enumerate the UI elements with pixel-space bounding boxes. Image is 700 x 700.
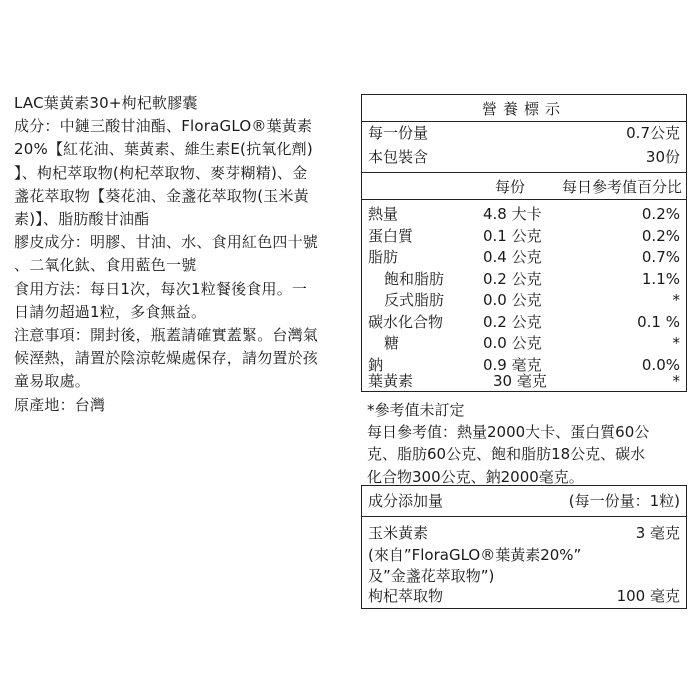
ingredients-line: 盞花萃取物【葵花油、金盞花萃取物(玉米黃 [14,186,309,205]
supplement-item-source: 及”金盞花萃取物”) [368,567,495,585]
product-description [14,92,350,417]
nutrient-amount: 4.8 大卡 [483,205,542,223]
nutrient-daily-value: 0.2% [641,205,680,223]
daily-value-header: 每日參考值百分比 [561,178,682,196]
nutrient-daily-value: 0.1 % [637,312,680,331]
nutrient-name: 熱量 [368,205,399,223]
product-name: LAC葉黃素30+枸杞軟膠囊 [14,94,198,112]
nutrient-name: 蛋白質 [368,226,414,245]
nutrient-amount: 0.2 公克 [483,312,542,331]
servings-label: 本包裝含 [368,148,429,166]
nutrient-daily-value: 0.7% [641,248,680,266]
reference-line: 每日參考值：熱量2000大卡、蛋白質60公 [367,423,650,441]
nutrient-name: 碳水化合物 [368,312,444,331]
reference-line: 化合物300公克、鈉2000毫克。 [367,467,584,486]
supplement-item-source: (來自”FloraGLO®葉黃素20%” [368,546,582,564]
nutrient-daily-value: * [672,372,680,390]
not-established-note: *參考值未訂定 [367,401,465,419]
supplement-item-name: 玉米黃素 [368,524,429,542]
origin-line: 原產地：台灣 [14,395,106,414]
nutrient-name: 鈉 [368,355,384,374]
nutrition-title: 營養標示 [481,100,566,118]
supplement-header-serving: (每一份量：1粒) [568,492,680,510]
nutrient-amount: 0.4 公克 [483,248,542,266]
ingredients-line: 成分：中鏈三酸甘油酯、FloraGLO®葉黃素 [14,117,313,136]
nutrient-amount: 0.0 公克 [483,291,542,309]
nutrient-name: 糖 [384,334,400,352]
caution-line: 候溼熱，請置於陰涼乾燥處保存，請勿置於孩 [14,349,319,368]
nutrient-daily-value: * [672,334,680,352]
supplement-facts-table [361,485,687,609]
nutrient-amount: 0.1 公克 [483,226,542,245]
nutrient-amount: 0.0 公克 [483,334,542,352]
nutrient-amount: 0.2 公克 [483,269,542,288]
nutrient-name: 脂肪 [368,248,399,266]
nutrient-amount: 0.9 毫克 [483,355,542,374]
usage-line: 日請勿超過1粒，多食無益。 [14,302,207,321]
caution-line: 童易取處。 [14,372,91,391]
reference-line: 克、脂肪60公克、飽和脂肪18公克、碳水 [367,445,646,464]
caution-line: 注意事項：開封後，瓶蓋請確實蓋緊。台灣氣 [14,326,319,345]
serving-size-label: 每一份量 [368,124,429,142]
nutrient-name: 葉黃素 [368,372,414,390]
capsule-shell-line: 、二氧化鈦、食用藍色一號 [14,256,197,275]
nutrient-name: 反式脂肪 [384,291,445,309]
ingredients-line: 20%【紅花油、葉黃素、維生素E(抗氧化劑) [14,140,313,159]
per-serving-header: 每份 [495,178,526,196]
ingredients-line: 素)】、脂肪酸甘油酯 [14,210,150,229]
nutrient-daily-value: 0.0% [641,355,680,374]
supplement-item-amount: 100 毫克 [616,587,680,605]
supplement-item-name: 枸杞萃取物 [368,587,444,605]
supplement-item-amount: 3 毫克 [635,524,680,542]
usage-line: 食用方法：每日1次，每次1粒餐後食用。一 [14,279,308,298]
ingredients-line: 】、枸杞萃取物(枸杞萃取物、麥芽糊精)、金 [14,163,308,182]
serving-size-value: 0.7公克 [626,124,680,142]
capsule-shell-line: 膠皮成分：明膠、甘油、水、食用紅色四十號 [14,233,319,252]
nutrition-facts-table [361,94,687,392]
nutrient-daily-value: * [672,291,680,309]
nutrient-daily-value: 1.1% [641,269,680,288]
daily-reference-note [367,421,685,488]
servings-value: 30份 [645,148,680,166]
nutrient-daily-value: 0.2% [641,226,680,245]
supplement-header-label: 成分添加量 [368,492,444,510]
nutrient-amount: 30 毫克 [493,372,547,390]
nutrient-name: 飽和脂肪 [384,269,445,288]
